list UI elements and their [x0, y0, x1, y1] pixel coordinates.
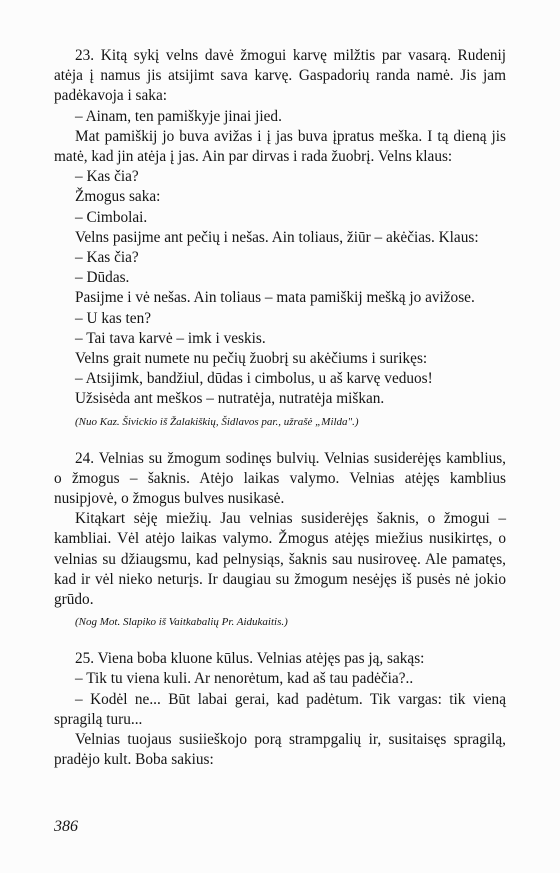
paragraph: Pasijme i vė nešas. Ain toliaus – mata pamiškij mešką jo avižose.: [75, 289, 475, 307]
dialogue-line: – Kas čia?: [75, 168, 139, 186]
paragraph: Velns grait numete nu pečių žuobrį su akėčiums i surikęs:: [75, 350, 428, 368]
section-gap: [54, 630, 506, 649]
section-gap: [54, 430, 506, 449]
paragraph: Mat pamiškij jo buva avižas i į jas buva įpratus meška. I tą dieną jis matė, kad jin atėja į jas. Ain par dirvas i rada žuobrį. Velns klaus:: [54, 127, 506, 166]
dialogue-line: – Kas čia?: [75, 249, 139, 267]
dialogue-line: – Ainam, ten pamiškyje jinai jied.: [75, 107, 282, 125]
paragraph: 24. Velnias su žmogum sodinęs bulvių. Velnias susiderėjęs kamblius, o žmogus – šaknis. Atėjo laikas valymo. Velnias atėjęs kamblius nusipjovė, o žmogus bulves nusikasė.: [54, 449, 506, 508]
tale-23: [54, 46, 506, 430]
source-note: (Nog Mot. Slapiko iš Vaitkabalių Pr. Aidukaitis.): [75, 616, 288, 629]
page-number: 386: [54, 818, 78, 835]
tale-24: [54, 449, 506, 631]
paragraph: Užsisėda ant meškos – nutratėja, nutratėja miškan.: [75, 390, 385, 408]
paragraph: Velnias tuojaus susiieškojo porą strampgalių ir, susitaisęs spragilą, pradėjo kult. Boba sakius:: [54, 731, 506, 769]
paragraph: Žmogus saka:: [75, 188, 161, 206]
dialogue-line: – Tik tu viena kuli. Ar nenorėtum, kad aš tau padėčia?..: [75, 670, 414, 688]
tale-25: [54, 649, 506, 770]
paragraph: Kitąkart sėję miežių. Jau velnias susiderėjęs šaknis, o žmogui – kambliai. Vėl atėjo laikas valymo. Žmogus atėjęs miežius nusikirtęs, o velnias su džiaugsmu, kad pelnysiąs, šaknis sau nusiroveę. Ale pamatęs, kad ir vėl nieko neturįs. Ir daugiau su žmogum nesėjęs iš pusės nė jokio grūdo.: [54, 510, 506, 609]
page-text: [54, 46, 506, 771]
source-note: (Nuo Kaz. Šivickio iš Žalakiškių, Šidlavos par., užrašė „Milda".): [75, 415, 359, 428]
dialogue-line: – Kodėl ne... Būt labai gerai, kad padėtum. Tik vargas: tik vieną spragilą turu...: [54, 690, 506, 728]
paragraph: Velns pasijme ant pečių i nešas. Ain toliaus, žiūr – akėčias. Klaus:: [75, 228, 479, 246]
paragraph: 25. Viena boba kluone kūlus. Velnias atėjęs pas ją, sakąs:: [75, 650, 425, 668]
dialogue-line: – Tai tava karvė – imk i veskis.: [75, 329, 266, 347]
dialogue-line: – Atsijimk, bandžiul, dūdas i cimbolus, u aš karvę veduos!: [75, 370, 433, 388]
dialogue-line: – Dūdas.: [75, 269, 130, 287]
dialogue-line: – U kas ten?: [75, 309, 152, 327]
paragraph: 23. Kitą sykį velns davė žmogui karvę milžtis par vasarą. Rudenij atėja į namus jis atsijimt sava karvę. Gaspadorių randa namė. Jis jam padėkavoja i saka:: [54, 47, 506, 105]
dialogue-line: – Cimbolai.: [75, 208, 148, 226]
